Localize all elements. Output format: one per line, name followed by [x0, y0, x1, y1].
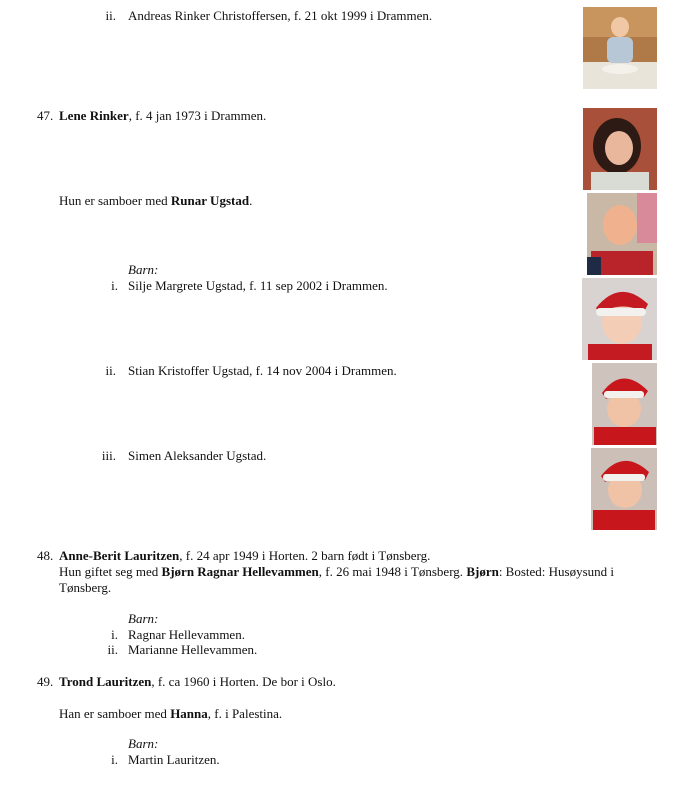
marriage-line: Hun giftet seg med Bjørn Ragnar Hellevammen, f. 26 mai 1948 i Tønsberg. Bjørn: Bosted: Husøysund i — [59, 564, 615, 579]
toddler-santa-hat-photo — [592, 363, 657, 445]
person-name: Anne-Berit Lauritzen — [59, 548, 180, 563]
residence-line: Tønsberg. — [59, 580, 112, 595]
woman-portrait-photo — [583, 108, 657, 190]
partner-line: Hun er samboer med Runar Ugstad. — [59, 193, 253, 208]
barn-label: Barn: — [128, 611, 159, 626]
spouse-name: Bjørn Ragnar Hellevammen — [161, 564, 319, 579]
partner-line: Han er samboer med Hanna, f. i Palestina. — [59, 706, 283, 721]
partner-name: Runar Ugstad — [170, 193, 250, 208]
child-entry: Martin Lauritzen. — [128, 752, 220, 767]
barn-label: Barn: — [128, 736, 159, 751]
child-entry: Stian Kristoffer Ugstad, f. 14 nov 2004 i Drammen. — [128, 363, 397, 378]
person-name: Lene Rinker — [59, 108, 129, 123]
child-number: iii. — [101, 448, 116, 463]
girl-santa-hat-photo — [582, 278, 657, 360]
entry-number: 48. — [37, 548, 54, 563]
child-number: ii. — [107, 642, 118, 657]
child-entry: Ragnar Hellevammen. — [128, 627, 245, 642]
child-number: ii. — [105, 363, 116, 378]
child-number: i. — [111, 627, 118, 642]
boy-at-table-photo — [583, 7, 657, 89]
entry-heading: Anne-Berit Lauritzen, f. 24 apr 1949 i Horten. 2 barn født i Tønsberg. — [59, 548, 431, 563]
entry-number: 49. — [37, 674, 54, 689]
child-number: i. — [111, 278, 118, 293]
barn-label: Barn: — [128, 262, 159, 277]
child-number: ii. — [105, 8, 116, 23]
child-entry: Andreas Rinker Christoffersen, f. 21 okt 1999 i Drammen. — [128, 8, 433, 23]
child-entry: Silje Margrete Ugstad, f. 11 sep 2002 i Drammen. — [128, 278, 388, 293]
partner-name: Hanna — [170, 706, 208, 721]
child-entry: Simen Aleksander Ugstad. — [128, 448, 267, 463]
entry-heading: Trond Lauritzen, f. ca 1960 i Horten. De bor i Oslo. — [59, 674, 336, 689]
entry-number: 47. — [37, 108, 54, 123]
person-name: Trond Lauritzen — [59, 674, 152, 689]
child-number: i. — [111, 752, 118, 767]
man-portrait-photo — [587, 193, 657, 275]
entry-heading: Lene Rinker, f. 4 jan 1973 i Drammen. — [59, 108, 267, 123]
baby-santa-hat-photo — [591, 448, 657, 530]
spouse-short-name: Bjørn — [466, 564, 499, 579]
child-entry: Marianne Hellevammen. — [128, 642, 258, 657]
